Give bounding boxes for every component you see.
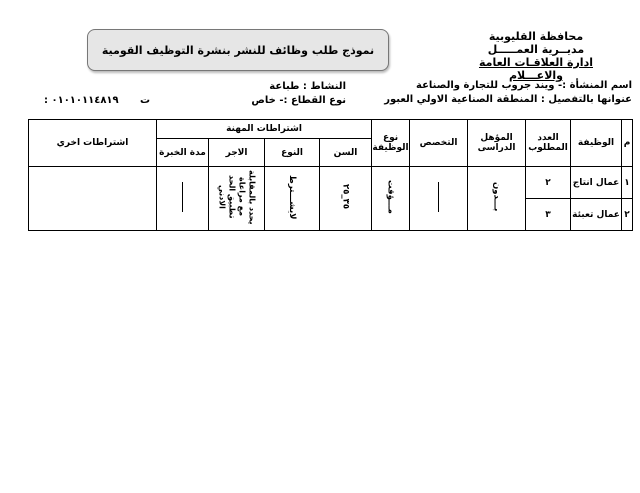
header-requirements: اشتراطات المهنة	[157, 120, 372, 139]
establishment-address: عنوانها بالتفصيل : المنطقة الصناعية الاولي العبور	[384, 94, 632, 105]
table-header-row	[29, 120, 633, 139]
jobs-table	[28, 119, 633, 231]
governorate-name: محافظة القليوبية	[488, 30, 584, 43]
row-num: ١	[622, 167, 633, 199]
cell-qualification	[468, 167, 526, 231]
phone-label: ت	[140, 95, 151, 106]
header-job: الوظيفة	[571, 120, 622, 167]
row-count: ٢	[526, 167, 571, 199]
cell-gender	[265, 167, 320, 231]
header-gender: النوع	[265, 139, 320, 167]
header-other: اشتراطات اخري	[29, 120, 157, 167]
empty-dash	[438, 182, 439, 212]
header-experience: مدة الخبرة	[157, 139, 209, 167]
cell-salary	[209, 167, 265, 231]
salary-value: يحدد بالمقابلة مع مراعاة تطبيق الحد الادني	[217, 169, 257, 225]
job-type-value: مـــؤقت	[385, 180, 396, 214]
cell-experience	[157, 167, 209, 231]
header-count: العدد المطلوب	[526, 120, 571, 167]
header-num: م	[622, 120, 633, 167]
header-salary: الاجر	[209, 139, 265, 167]
cell-specialization	[410, 167, 468, 231]
phone-number: ٠١٠١٠١١٤٨١٩ :	[44, 95, 119, 106]
header-qualification: المؤهل الدراسى	[468, 120, 526, 167]
establishment-name: اسم المنشأة :- ويند جروب للتجارة والصناعة	[416, 80, 632, 91]
age-value: ٣٥_٢٥	[340, 184, 351, 210]
row-job: عمال انتاج	[571, 167, 622, 199]
qualification-value: بـــدون	[491, 182, 502, 212]
table-row	[29, 167, 633, 199]
activity-field: النشاط : طباعة	[269, 81, 346, 92]
row-job: عمال تعبئة	[571, 199, 622, 231]
gender-value: لايشـــترط	[287, 174, 298, 220]
row-num: ٢	[622, 199, 633, 231]
form-title-box	[87, 29, 389, 71]
sector-field: نوع القطاع :- خاص	[251, 95, 346, 106]
header-age: السن	[320, 139, 372, 167]
empty-dash	[182, 182, 183, 212]
header-job-type: نوع الوظيفة	[372, 120, 410, 167]
directorate-name: مديــرية العمـــــل	[487, 43, 585, 56]
governorate-header	[456, 30, 616, 82]
form-title: نموذج طلب وظائف للنشر بنشرة التوظيف القومية	[101, 43, 375, 57]
cell-age	[320, 167, 372, 231]
cell-other	[29, 167, 157, 231]
department-name: ادارة العلاقـات العامة والاعـــلام	[478, 56, 593, 82]
header-specialization: التخصص	[410, 120, 468, 167]
row-count: ٣	[526, 199, 571, 231]
cell-job-type	[372, 167, 410, 231]
